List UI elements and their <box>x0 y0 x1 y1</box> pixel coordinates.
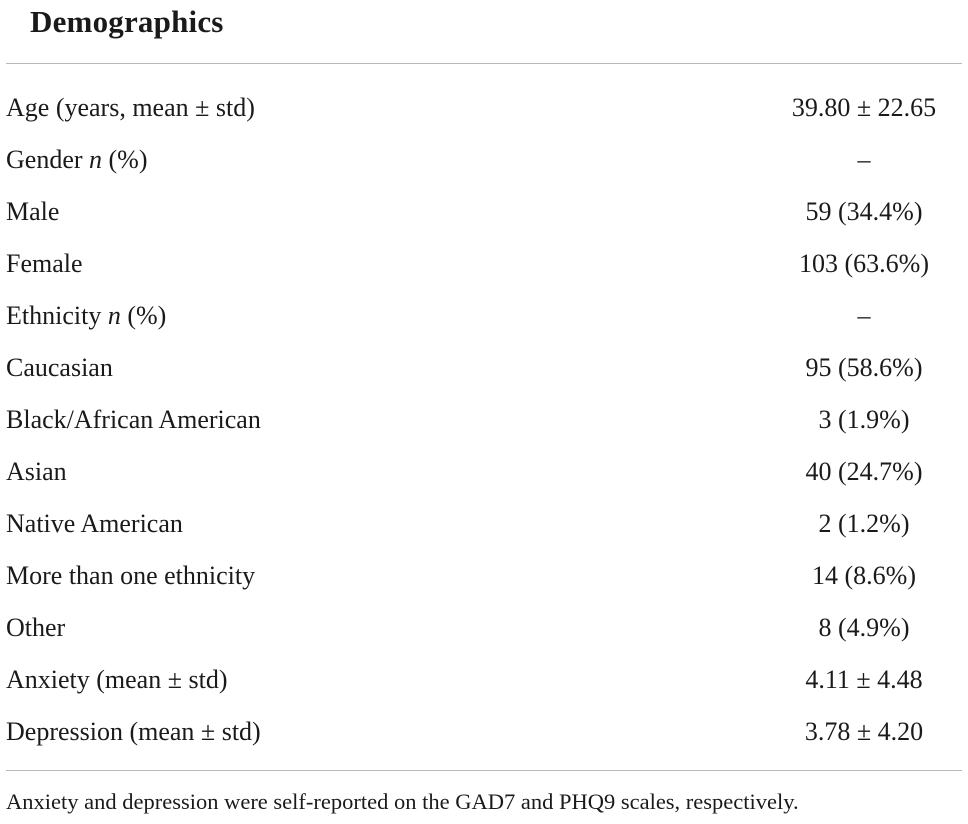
row-value: 39.80 ± 22.65 <box>791 93 937 122</box>
row-value: 95 (58.6%) <box>805 353 923 382</box>
row-value: – <box>857 145 871 174</box>
table-footnote: Anxiety and depression were self-reported on the GAD7 and PHQ9 scales, respectively. <box>6 789 799 814</box>
table-row-asian <box>6 446 962 498</box>
row-label: Black/African American <box>6 405 261 434</box>
row-label: Asian <box>6 457 67 486</box>
table-row-gender <box>6 134 962 186</box>
table-row-anxiety <box>6 654 962 706</box>
row-value: 14 (8.6%) <box>812 561 916 590</box>
row-value: 8 (4.9%) <box>818 613 910 642</box>
table-row-male <box>6 186 962 238</box>
table-row-age <box>6 82 962 134</box>
table-row-more-than-one-ethnicity <box>6 550 962 602</box>
row-label: Depression (mean ± std) <box>6 717 261 746</box>
row-value: – <box>857 301 871 330</box>
row-label: Ethnicity n (%) <box>6 301 167 330</box>
table-row-black-african-american <box>6 394 962 446</box>
row-label: More than one ethnicity <box>6 561 256 590</box>
row-label: Male <box>6 197 60 226</box>
bottom-rule <box>6 770 962 771</box>
table-row-female <box>6 238 962 290</box>
table-body <box>6 82 962 758</box>
table-row-other <box>6 602 962 654</box>
row-label: Other <box>6 613 66 642</box>
table-title: Demographics <box>30 4 224 39</box>
row-label: Female <box>6 249 83 278</box>
row-value: 3.78 ± 4.20 <box>804 717 924 746</box>
row-value: 59 (34.4%) <box>805 197 923 226</box>
row-label: Caucasian <box>6 353 113 382</box>
table-row-depression <box>6 706 962 758</box>
top-rule <box>6 63 962 64</box>
table-row-caucasian <box>6 342 962 394</box>
row-label: Anxiety (mean ± std) <box>6 665 228 694</box>
row-value: 4.11 ± 4.48 <box>805 665 923 694</box>
row-value: 103 (63.6%) <box>799 249 929 278</box>
row-value: 2 (1.2%) <box>818 509 910 538</box>
row-value: 40 (24.7%) <box>805 457 923 486</box>
row-label: Age (years, mean ± std) <box>6 93 255 122</box>
table-row-ethnicity <box>6 290 962 342</box>
row-label: Gender n (%) <box>6 145 148 174</box>
row-value: 3 (1.9%) <box>818 405 910 434</box>
row-label: Native American <box>6 509 183 538</box>
table-row-native-american <box>6 498 962 550</box>
